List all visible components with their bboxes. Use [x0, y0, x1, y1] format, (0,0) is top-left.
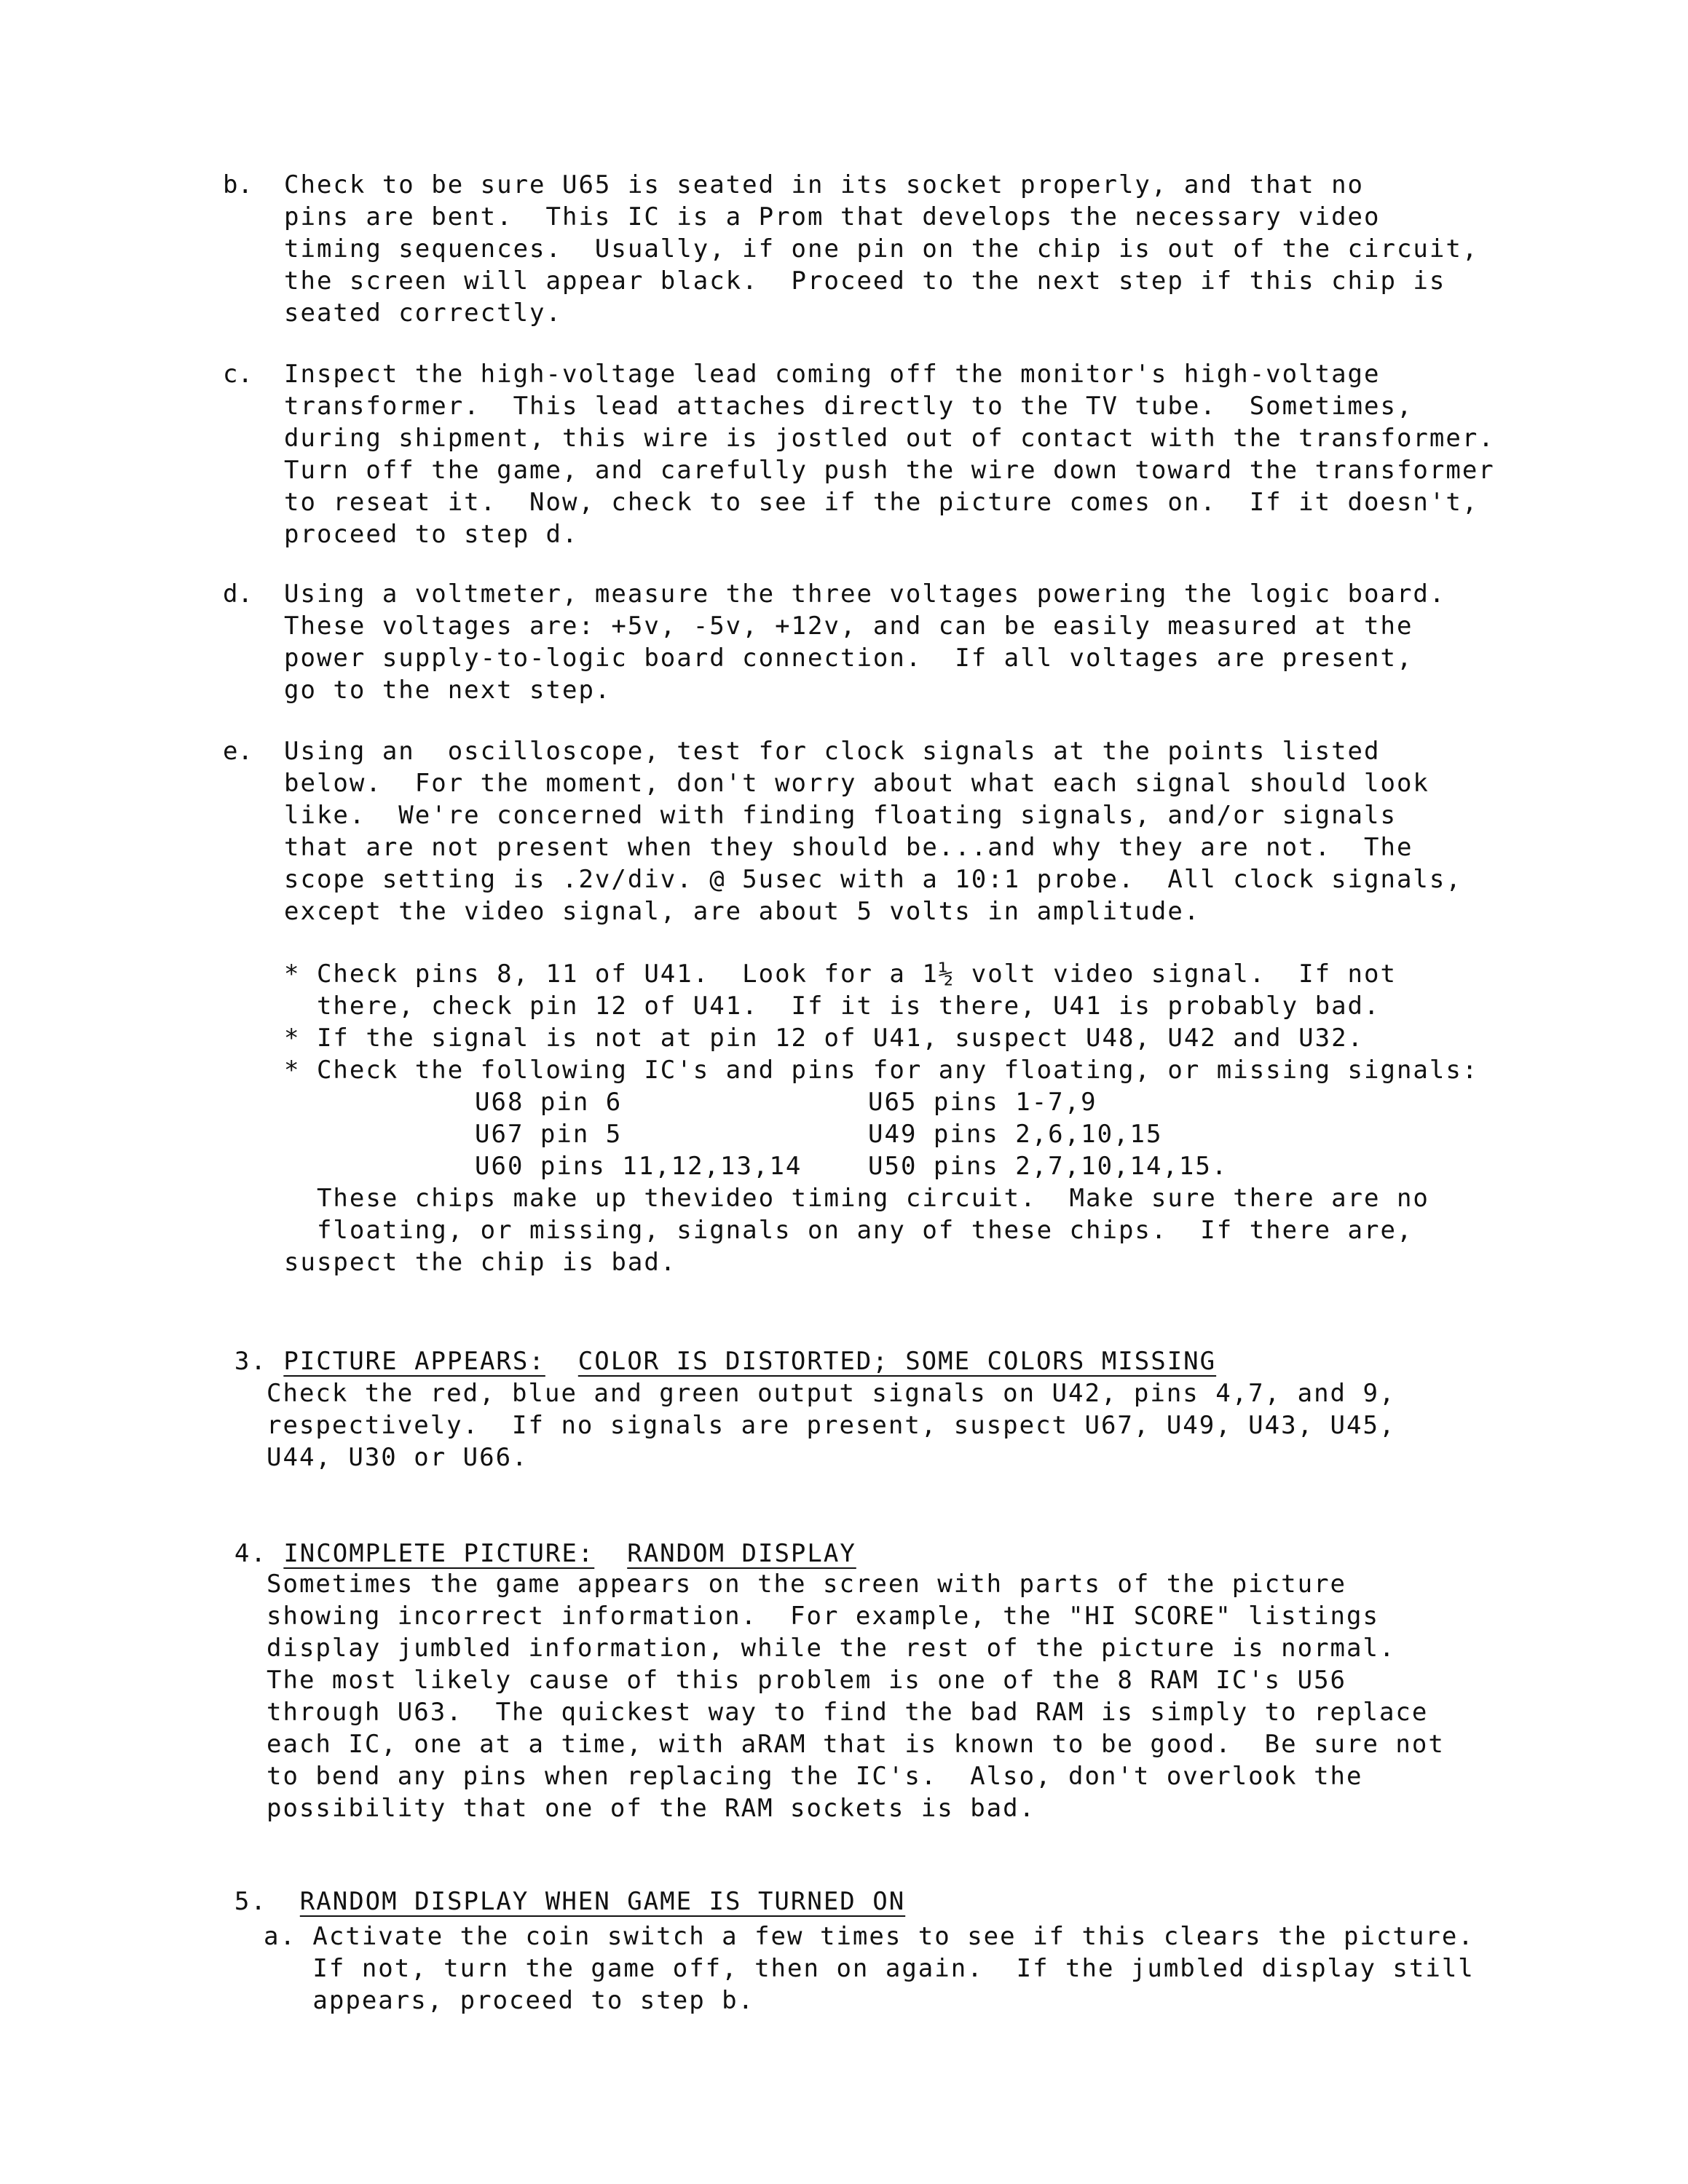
text-line: pins are bent. This IC is a Prom that develops the necessary video	[284, 202, 1381, 232]
text-line: go to the next step.	[284, 676, 612, 705]
section-title-part: RANDOM DISPLAY	[627, 1539, 856, 1568]
text-line: Check to be sure U65 is seated in its socket properly, and that no	[284, 170, 1365, 199]
text-line: suspect the chip is bad.	[284, 1248, 677, 1277]
pin-table-left: U67 pin 5	[475, 1120, 623, 1149]
pin-table-left: U68 pin 6	[475, 1088, 623, 1117]
text-line: proceed to step d.	[284, 520, 579, 549]
text-line: Sometimes the game appears on the screen with parts of the picture	[267, 1570, 1347, 1599]
section-4-body	[267, 1568, 1445, 1824]
text-line: Turn off the game, and carefully push the wire down toward the transformer	[284, 456, 1495, 485]
text-line: the screen will appear black. Proceed to the next step if this chip is	[284, 266, 1446, 296]
checklist-line: * If the signal is not at pin 12 of U41, suspect U48, U42 and U32.	[284, 1024, 1365, 1053]
text-line: possibility that one of the RAM sockets is bad.	[267, 1794, 1036, 1823]
text-line: except the video signal, are about 5 volts in amplitude.	[284, 897, 1201, 926]
checklist-line: * Check pins 8, 11 of U41. Look for a 1½ volt video signal. If not	[284, 960, 1397, 989]
text-line: These voltages are: +5v, -5v, +12v, and can be easily measured at the	[284, 612, 1413, 641]
section-number: 5.	[234, 1887, 267, 1916]
item-e-checklist	[284, 958, 1478, 1086]
text-line: that are not present when they should be...and why they are not. The	[284, 833, 1413, 862]
text-line: display jumbled information, while the rest of the picture is normal.	[267, 1634, 1396, 1663]
item-c-text	[284, 358, 1495, 550]
item-c-marker: c.	[223, 360, 253, 389]
text-line: below. For the moment, don't worry about what each signal should look	[284, 769, 1429, 798]
text-line: scope setting is .2v/div. @ 5usec with a 10:1 probe. All clock signals,	[284, 865, 1462, 894]
text-line: showing incorrect information. For example, the "HI SCORE" listings	[267, 1602, 1379, 1631]
text-line: Check the red, blue and green output signals on U42, pins 4,7, and 9,	[267, 1379, 1396, 1408]
text-line: floating, or missing, signals on any of these chips. If there are,	[284, 1216, 1413, 1245]
item-e-text	[284, 735, 1462, 927]
pin-table-right: U50 pins 2,7,10,14,15.	[868, 1152, 1228, 1181]
text-line: to bend any pins when replacing the IC's. Also, don't overlook the	[267, 1762, 1363, 1791]
item-b-text	[284, 169, 1478, 329]
checklist-line: there, check pin 12 of U41. If it is there, U41 is probably bad.	[284, 992, 1381, 1021]
text-line: Using an oscilloscope, test for clock signals at the points listed	[284, 737, 1381, 766]
section-title-part: PICTURE APPEARS:	[283, 1347, 545, 1376]
text-line: appears, proceed to step b.	[264, 1986, 755, 2015]
section-title-part: RANDOM DISPLAY WHEN GAME IS TURNED ON	[299, 1887, 906, 1916]
pin-table-right: U49 pins 2,6,10,15	[868, 1120, 1163, 1149]
section-number: 4.	[234, 1539, 267, 1568]
text-line: These chips make up thevideo timing circuit. Make sure there are no	[284, 1184, 1429, 1213]
text-line: like. We're concerned with finding floating signals, and/or signals	[284, 801, 1397, 830]
item-e-closing	[284, 1182, 1429, 1278]
section-title-part: INCOMPLETE PICTURE:	[283, 1539, 595, 1568]
text-line: to reseat it. Now, check to see if the picture comes on. If it doesn't,	[284, 488, 1479, 517]
text-line: U44, U30 or U66.	[267, 1443, 529, 1472]
section-number: 3.	[234, 1347, 267, 1376]
text-line: through U63. The quickest way to find the bad RAM is simply to replace	[267, 1698, 1429, 1727]
text-line: during shipment, this wire is jostled out of contact with the transformer.	[284, 424, 1495, 453]
text-line: transformer. This lead attaches directly to the TV tube. Sometimes,	[284, 392, 1413, 421]
pin-table-row	[475, 1150, 1349, 1182]
pin-table-row	[475, 1086, 1349, 1118]
text-line: Using a voltmeter, measure the three voltages powering the logic board.	[284, 579, 1446, 609]
text-line: Inspect the high-voltage lead coming off the monitor's high-voltage	[284, 360, 1381, 389]
item-e-marker: e.	[223, 737, 253, 766]
pin-table-right: U65 pins 1-7,9	[868, 1088, 1097, 1117]
text-line: timing sequences. Usually, if one pin on the chip is out of the circuit,	[284, 234, 1479, 264]
item-d-marker: d.	[223, 579, 253, 609]
item-b-marker: b.	[223, 170, 253, 199]
section-5-step-a	[264, 1920, 1475, 2017]
checklist-line: * Check the following IC's and pins for any floating, or missing signals:	[284, 1056, 1479, 1085]
text-line: The most likely cause of this problem is one of the 8 RAM IC's U56	[267, 1666, 1347, 1695]
section-title-part: COLOR IS DISTORTED; SOME COLORS MISSING	[577, 1347, 1217, 1376]
text-line: power supply-to-logic board connection. If all voltages are present,	[284, 644, 1413, 673]
item-d-text	[284, 578, 1446, 706]
text-line: a. Activate the coin switch a few times to see if this clears the picture.	[264, 1922, 1475, 1951]
pin-table-left: U60 pins 11,12,13,14	[475, 1152, 802, 1181]
pin-table	[475, 1086, 1349, 1182]
pin-table-row	[475, 1118, 1349, 1150]
text-line: If not, turn the game off, then on again. If the jumbled display still	[264, 1954, 1475, 1983]
text-line: seated correctly.	[284, 298, 562, 328]
text-line: respectively. If no signals are present, suspect U67, U49, U43, U45,	[267, 1411, 1396, 1440]
section-3-body	[267, 1377, 1395, 1473]
text-line: each IC, one at a time, with aRAM that is known to be good. Be sure not	[267, 1730, 1445, 1759]
